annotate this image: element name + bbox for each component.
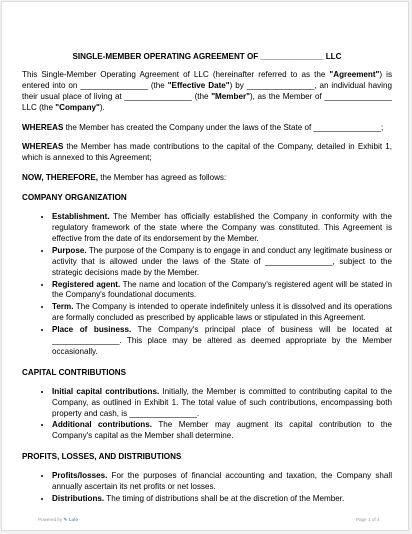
list-item: • Place of business. The Company's principal place of business will be located at _______________. This place may be altered as deemed appropriate by the Member occasionally. xyxy=(52,325,392,358)
section-heading: CAPITAL CONTRIBUTIONS xyxy=(22,367,127,377)
section-heading: PROFITS, LOSSES, AND DISTRIBUTIONS xyxy=(22,452,182,462)
powered-by xyxy=(38,517,78,523)
section-list xyxy=(22,387,392,443)
therefore-paragraph: NOW, THEREFORE, the Member has agreed as follows: xyxy=(22,173,227,183)
intro-paragraph: This Single-Member Operating Agreement of LLC (hereinafter referred to as the "Agreement") is entered into on _______________ (the "Effective Date") by _______________, an individual having their usual place of living at _______________ (the "Member"), as the Member of _______________ LLC (the "Company"). xyxy=(22,69,392,112)
list-item: • Term. The Company is intended to operate indefinitely unless it is dissolved and its operations are formally concluded as prescribed by applicable laws or stipulated in this Agreement. xyxy=(52,302,392,324)
brand-logo[interactable] xyxy=(64,517,79,522)
brand-icon: ✎ xyxy=(63,517,68,522)
whereas-paragraph-2: WHEREAS the Member has made contributions to the capital of the Company, detailed in Exhibit 1, which is annexed to this Agreement; xyxy=(22,142,392,163)
whereas-paragraph-1: WHEREAS the Member has created the Company under the laws of the State of _______________; xyxy=(22,122,384,132)
brand-name: Lalo xyxy=(68,517,79,522)
list-item: • Additional contributions. The Member may augment its capital contribution to the Company's capital as the Member shall determine. xyxy=(52,420,392,442)
document-body xyxy=(22,52,392,515)
list-item: • Profits/losses. For the purposes of financial accounting and taxation, the Company shall annually ascertain its net profits or net losses. xyxy=(52,471,392,493)
document-title: SINGLE-MEMBER OPERATING AGREEMENT OF ______________ LLC xyxy=(72,52,342,61)
page-number: Page 1 of 4 xyxy=(356,517,380,522)
list-item: • Initial capital contributions. Initially, the Member is committed to contributing capital to the Company, as outlined in Exhibit 1. The total value of such contributions, encompassing both property and cash, is _______________. xyxy=(52,387,392,420)
section-list xyxy=(22,212,392,358)
section-list xyxy=(22,471,392,505)
powered-by-label: Powered by xyxy=(38,517,63,522)
document-page xyxy=(1,1,409,531)
list-item: • Registered agent. The name and location of the Company's registered agent will be stated in the Company's foundational documents. xyxy=(52,280,392,302)
list-item: • Purpose. The purpose of the Company is to engage in and conduct any legitimate business or activity that is allowed under the laws of the State of _______________, subject to the strategic decisions made by the Member. xyxy=(52,246,392,279)
list-item: • Establishment. The Member has officially established the Company in conformity with the regulatory framework of the state where the Company was constituted. This Agreement is effective from the date of its endorsement by the Member. xyxy=(52,212,392,245)
list-item: • Distributions. The timing of distributions shall be at the discretion of the Member. xyxy=(52,494,392,505)
section-heading: COMPANY ORGANIZATION xyxy=(22,193,127,203)
